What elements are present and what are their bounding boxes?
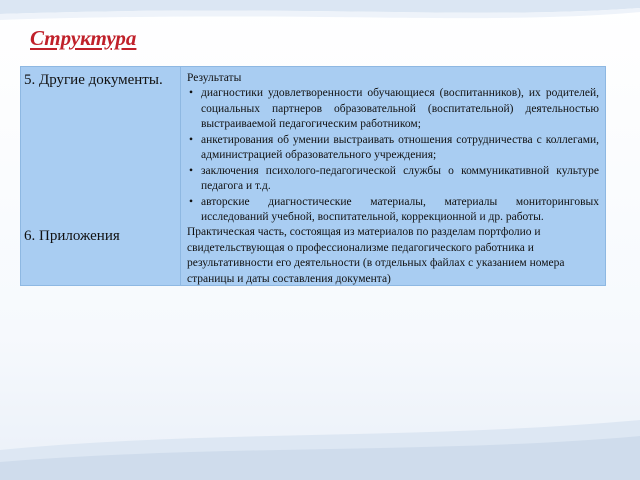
appendix-description: Практическая часть, состоящая из материалов по разделам портфолио и свидетельствующая о профессионализме педагогического работника и результативности его деятельности (в отдельных файлах с указанием номера страницы и даты составления документа) (187, 226, 565, 285)
results-list-item: • анкетирования об умении выстраивать отношения сотрудничества с коллегами, администрацией образовательного учреждения; (189, 133, 599, 161)
slide-title: Структура (30, 26, 137, 50)
decorative-bottom-band (0, 410, 640, 480)
structure-table (20, 66, 606, 286)
bullet-icon: • (189, 164, 194, 177)
results-list (187, 86, 599, 226)
section-label-other-documents: 5. Другие документы. (24, 72, 163, 88)
section-content-column (181, 67, 605, 285)
bullet-icon: • (189, 195, 194, 208)
section-label-appendices: 6. Приложения (24, 228, 120, 244)
results-heading: Результаты (187, 72, 242, 84)
section-labels-column (21, 67, 181, 285)
bullet-icon: • (189, 133, 194, 146)
results-list-item: • заключения психолого-педагогической службы о коммуникативной культуре педагога и т.д. (189, 164, 599, 192)
results-list-item: • диагностики удовлетворенности обучающиеся (воспитанников), их родителей, социальных партнеров образовательной (воспитательной) деятельностью выстраиваемой педагогическим работником; (189, 87, 599, 130)
bullet-icon: • (189, 87, 194, 99)
results-list-item: • авторские диагностические материалы, материалы мониторинговых исследований учебной, воспитательной, коррекционной и др. работы. (189, 195, 599, 223)
